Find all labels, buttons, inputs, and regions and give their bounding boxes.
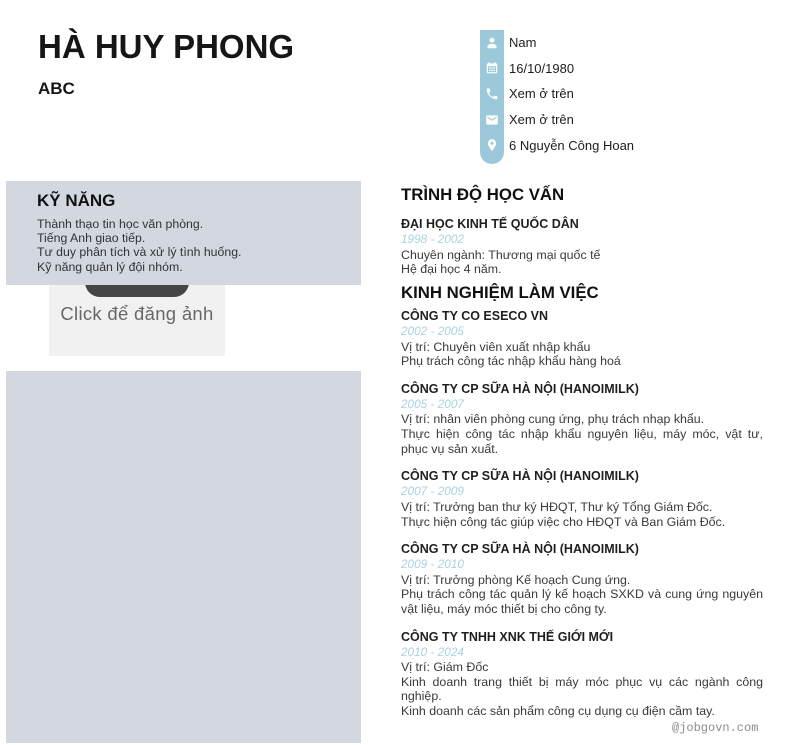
watermark: @jobgovn.com (672, 721, 759, 735)
experience-entry (401, 382, 763, 456)
experience-detail: Vị trí: Giám Đốc (401, 660, 489, 675)
skill-item: Tiếng Anh giao tiếp. (37, 231, 146, 246)
experience-detail: Kinh doanh các sản phẩm công cụ dụng cụ điện cầm tay. (401, 704, 715, 719)
company-name: CÔNG TY CP SỮA HÀ NỘI (HANOIMILK) (401, 469, 639, 484)
contact-row-gender (480, 30, 780, 56)
contact-row-address (480, 132, 780, 158)
experience-detail: Thực hiện công tác nhập khẩu nguyên liệu, máy móc, vật tư, phục vụ sản xuất. (401, 427, 763, 456)
education-section-title: TRÌNH ĐỘ HỌC VẤN (401, 185, 565, 204)
contact-row-email (480, 107, 780, 133)
company-name: CÔNG TY CP SỮA HÀ NỘI (HANOIMILK) (401, 542, 639, 557)
experience-detail: Vị trí: Chuyên viên xuất nhập khẩu (401, 339, 591, 354)
education-period: 1998 - 2002 (401, 232, 464, 247)
skill-item: Kỹ năng quản lý đội nhóm. (37, 259, 183, 274)
contact-info (480, 30, 780, 158)
experience-entry (401, 309, 763, 369)
company-name: CÔNG TY CO ESECO VN (401, 308, 549, 323)
skill-item: Tư duy phân tích và xử lý tình huống. (37, 245, 242, 260)
birthdate-value: 16/10/1980 (509, 60, 575, 76)
email-value: Xem ở trên (509, 112, 574, 128)
phone-value: Xem ở trên (509, 86, 574, 102)
experience-detail: Vị trí: Trưởng phòng Kế hoạch Cung ứng. (401, 572, 631, 587)
address-value: 6 Nguyễn Công Hoan (509, 137, 635, 153)
company-name: CÔNG TY TNHH XNK THẾ GIỚI MỚI (401, 629, 614, 644)
skills-section (6, 181, 361, 285)
education-detail: Chuyên ngành: Thương mại quốc tế (401, 247, 601, 262)
experience-entry (401, 542, 763, 616)
skill-item: Thành thạo tin học văn phòng. (37, 217, 204, 231)
experience-detail: Phụ trách công tác nhập khẩu hàng hoá (401, 354, 621, 369)
mail-icon (480, 113, 504, 127)
main-content (401, 185, 763, 732)
company-name: CÔNG TY CP SỮA HÀ NỘI (HANOIMILK) (401, 381, 639, 396)
contact-row-phone (480, 81, 780, 107)
experience-period: 2010 - 2024 (401, 644, 464, 659)
empty-side-panel (6, 371, 361, 743)
experience-detail: Thực hiện công tác giúp việc cho HĐQT và Ban Giám Đốc. (401, 514, 726, 529)
phone-icon (480, 87, 504, 101)
candidate-subtitle: ABC (38, 79, 75, 98)
education-entry (401, 217, 763, 277)
experience-entry (401, 630, 763, 719)
contact-row-birthdate (480, 56, 780, 82)
skills-title: KỸ NĂNG (37, 191, 116, 210)
experience-period: 2002 - 2005 (401, 323, 464, 338)
experience-detail: Kinh doanh trang thiết bị máy móc phục vụ các ngành công nghiệp. (401, 674, 763, 704)
experience-period: 2007 - 2009 (401, 484, 464, 499)
photo-upload-label: Click để đăng ảnh (60, 303, 214, 324)
experience-detail: Vị trí: Trưởng ban thư ký HĐQT, Thư ký Tổng Giám Đốc. (401, 499, 713, 514)
experience-detail: Phụ trách công tác quản lý kế hoạch SXKD và cung ứng nguyên vật liệu, máy móc thiết bị cho công ty. (401, 587, 763, 616)
calendar-icon (480, 61, 504, 75)
person-icon (480, 36, 504, 50)
gender-value: Nam (509, 35, 537, 51)
experience-entry (401, 469, 763, 529)
education-detail: Hệ đại học 4 năm. (401, 262, 502, 277)
experience-detail: Vị trí: nhân viên phòng cung ứng, phụ trách nhạp khẩu. (401, 412, 705, 427)
location-icon (480, 138, 504, 152)
candidate-name: HÀ HUY PHONG (38, 28, 295, 65)
experience-period: 2005 - 2007 (401, 396, 464, 411)
experience-section-title: KINH NGHIỆM LÀM VIỆC (401, 282, 599, 302)
experience-period: 2009 - 2010 (401, 557, 464, 572)
school-name: ĐẠI HỌC KINH TẾ QUỐC DÂN (401, 217, 579, 231)
